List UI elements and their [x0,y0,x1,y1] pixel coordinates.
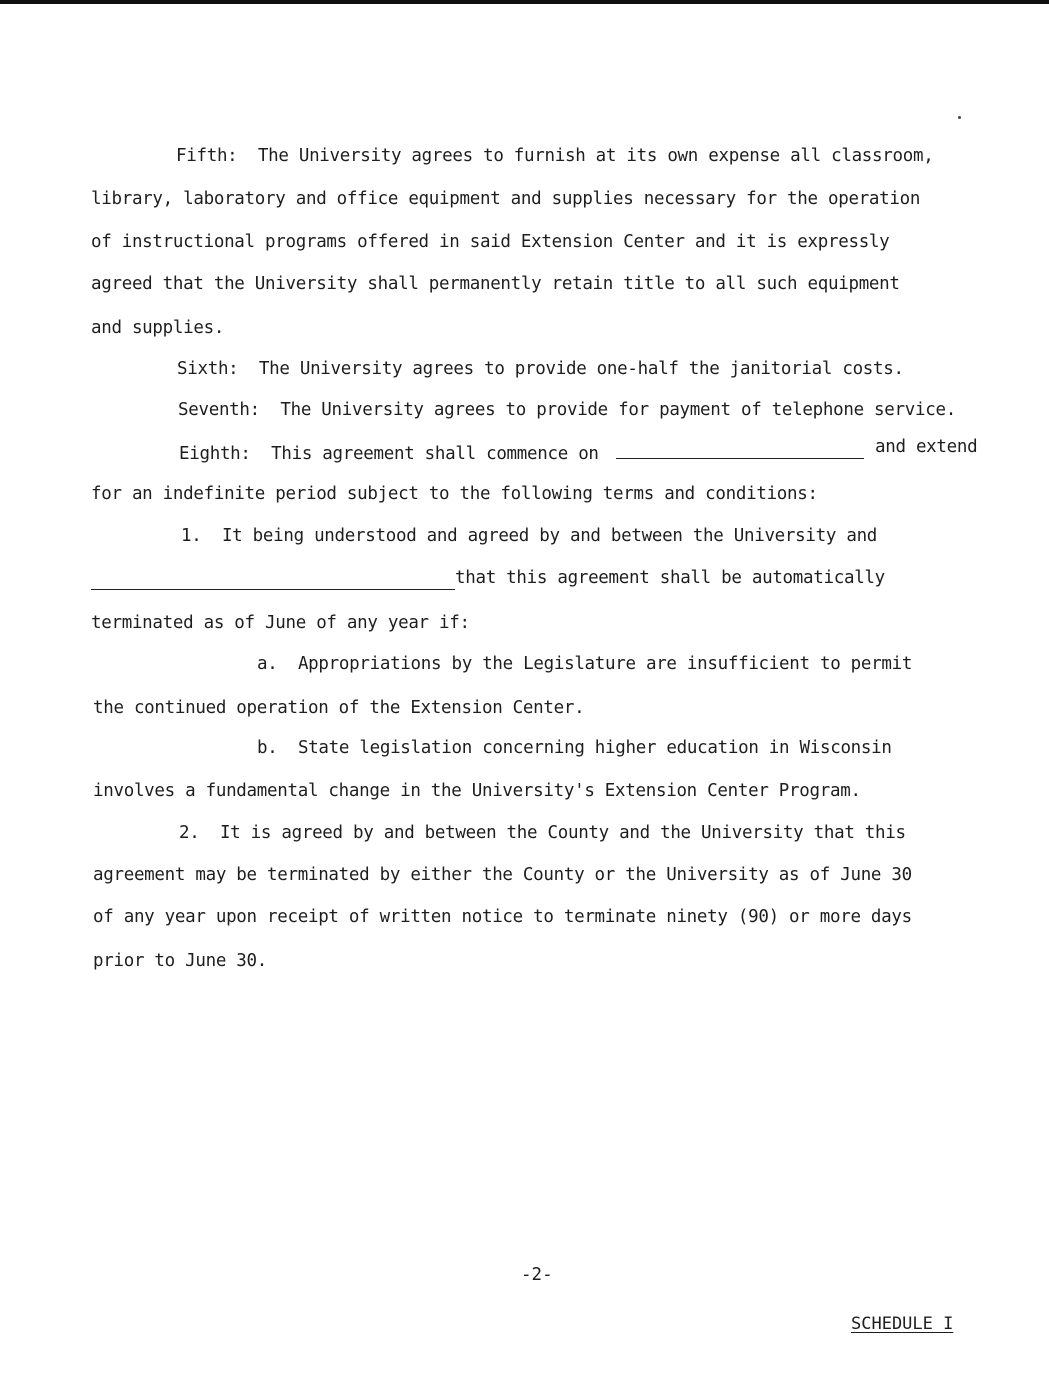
item-2-line-3: of any year upon receipt of written notice to terminate ninety (90) or more days [93,907,912,927]
eighth-line-1-end: and extend [875,437,978,457]
page-number: -2- [521,1265,553,1285]
item-2-line-4: prior to June 30. [93,951,268,971]
fifth-line-4: agreed that the University shall permanently retain title to all such equipment [91,274,900,294]
fifth-line-2: library, laboratory and office equipment and supplies necessary for the operation [91,189,921,209]
fifth-line-3: of instructional programs offered in said Extension Center and it is expressly [91,232,890,252]
item-a-line-2: the continued operation of the Extension Center. [93,698,585,718]
top-edge-rule [0,0,1049,4]
fifth-line-5: and supplies. [91,318,225,338]
scan-speck [958,116,961,119]
item-b-line-1: b. State legislation concerning higher education in Wisconsin [257,738,892,758]
eighth-line-1-start: Eighth: This agreement shall commence on [179,444,599,464]
sixth-paragraph: Sixth: The University agrees to provide one-half the janitorial costs. [177,359,904,379]
schedule-label: SCHEDULE I [851,1314,954,1334]
commence-date-blank [616,458,864,459]
item-2-line-1: 2. It is agreed by and between the County and the University that this [179,823,906,843]
item-b-line-2: involves a fundamental change in the University's Extension Center Program. [93,781,861,801]
seventh-paragraph: Seventh: The University agrees to provide for payment of telephone service. [178,400,956,420]
county-name-blank [91,589,455,590]
item-a-line-1: a. Appropriations by the Legislature are insufficient to permit [257,654,913,674]
eighth-line-2: for an indefinite period subject to the following terms and conditions: [91,484,818,504]
item-2-line-2: agreement may be terminated by either the County or the University as of June 30 [93,865,912,885]
item-1-line-3: terminated as of June of any year if: [91,613,470,633]
item-1-line-1: 1. It being understood and agreed by and between the University and [181,526,878,546]
item-1-line-2: that this agreement shall be automatically [455,568,885,588]
fifth-line-1: Fifth: The University agrees to furnish at its own expense all classroom, [176,146,934,166]
